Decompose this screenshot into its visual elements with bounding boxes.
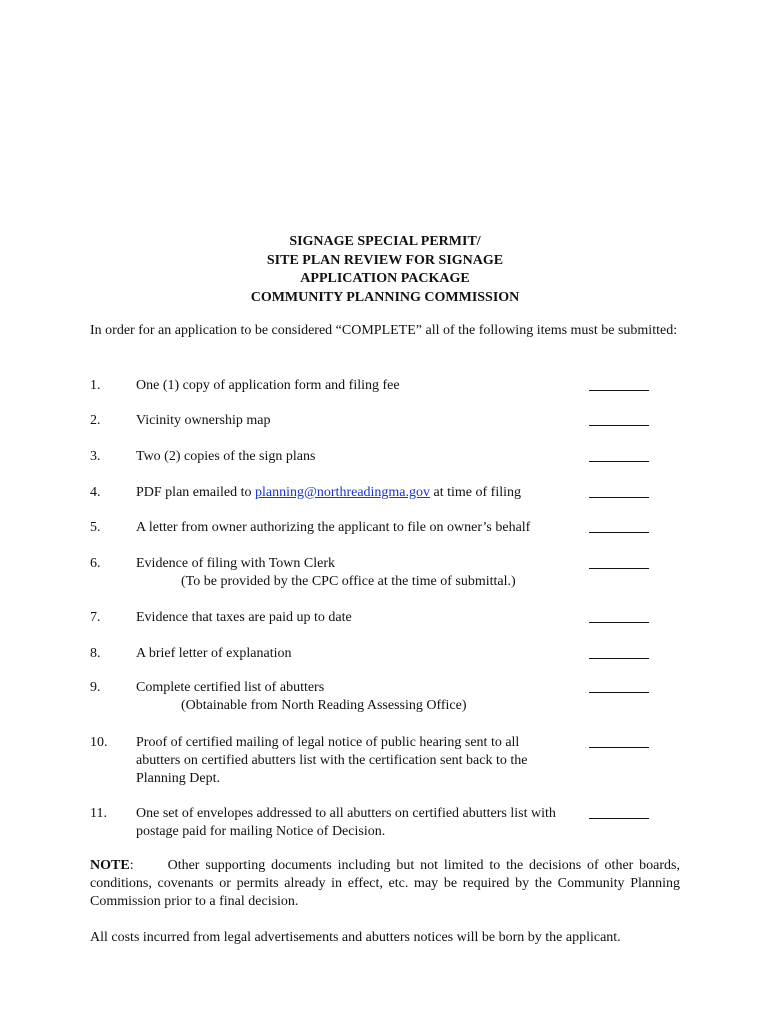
- checkoff-blank[interactable]: [589, 461, 649, 462]
- intro-paragraph: In order for an application to be considered “COMPLETE” all of the following items must be submitted:: [90, 323, 678, 338]
- item-sub-text: (Obtainable from North Reading Assessing Office): [181, 698, 467, 713]
- checkoff-blank[interactable]: [589, 390, 649, 391]
- costs-paragraph: All costs incurred from legal advertisements and abutters notices will be born by the applicant.: [90, 930, 621, 945]
- item-number: 5.: [90, 520, 101, 535]
- checkoff-blank[interactable]: [589, 818, 649, 819]
- item-main-text: Evidence of filing with Town Clerk: [136, 556, 336, 571]
- item-number: 10.: [90, 735, 108, 750]
- note-label: NOTE: [90, 858, 130, 873]
- title-line-4: COMMUNITY PLANNING COMMISSION: [250, 289, 520, 305]
- item-text: Evidence that taxes are paid up to date: [136, 610, 352, 625]
- checkoff-blank[interactable]: [589, 692, 649, 693]
- item-text-after: at time of filing: [430, 485, 522, 500]
- checkoff-blank[interactable]: [589, 568, 649, 569]
- item-number: 3.: [90, 449, 101, 464]
- note-text: Other supporting documents including but not limited to the decisions of other boards, conditions, covenants or permits already in effect, etc. may be required by the Community Planning Commission prior to a final decision.: [90, 858, 680, 909]
- item-text-before: PDF plan emailed to: [136, 485, 255, 500]
- title-line-2: SITE PLAN REVIEW FOR SIGNAGE: [266, 252, 504, 268]
- checkoff-blank[interactable]: [589, 622, 649, 623]
- item-text: One set of envelopes addressed to all abutters on certified abutters list with postage paid for mailing Notice of Decision.: [136, 806, 556, 839]
- item-number: 1.: [90, 378, 101, 393]
- title-line-1: SIGNAGE SPECIAL PERMIT/: [289, 234, 481, 249]
- item-number: 9.: [90, 680, 101, 695]
- email-link[interactable]: planning@northreadingma.gov: [255, 485, 431, 500]
- checkoff-blank[interactable]: [589, 658, 649, 659]
- note-paragraph: [90, 857, 680, 911]
- item-number: 2.: [90, 413, 101, 428]
- item-text: [136, 555, 566, 591]
- item-number: 4.: [90, 485, 101, 500]
- item-text: [136, 484, 566, 502]
- item-text: [136, 679, 566, 715]
- item-text: Two (2) copies of the sign plans: [136, 449, 316, 464]
- item-number: 6.: [90, 556, 101, 571]
- checkoff-blank[interactable]: [589, 425, 649, 426]
- checkoff-blank[interactable]: [589, 497, 649, 498]
- checkoff-blank[interactable]: [589, 747, 649, 748]
- item-sub-text: (To be provided by the CPC office at the time of submittal.): [181, 574, 516, 589]
- checkoff-blank[interactable]: [589, 532, 649, 533]
- item-number: 11.: [90, 806, 107, 821]
- item-text: Proof of certified mailing of legal notice of public hearing sent to all abutters on certified abutters list with the certification sent back to the Planning Dept.: [136, 735, 528, 786]
- item-text: Vicinity ownership map: [136, 413, 271, 428]
- item-text: One (1) copy of application form and filing fee: [136, 378, 400, 393]
- note-colon: :: [129, 858, 134, 873]
- item-main-text: Complete certified list of abutters: [136, 680, 325, 695]
- item-text: A letter from owner authorizing the applicant to file on owner’s behalf: [136, 520, 531, 535]
- document-title: [0, 233, 770, 307]
- item-number: 8.: [90, 646, 101, 661]
- item-text: A brief letter of explanation: [136, 646, 292, 661]
- item-number: 7.: [90, 610, 101, 625]
- title-line-3: APPLICATION PACKAGE: [300, 271, 470, 286]
